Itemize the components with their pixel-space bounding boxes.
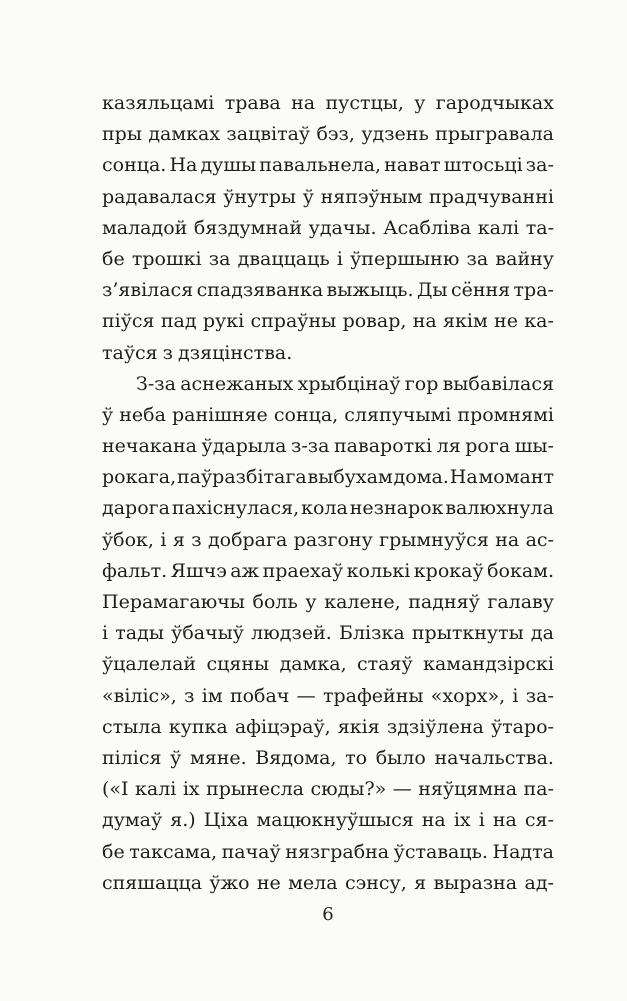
text-line: піліся ў мяне. Вядома, то было начальства. bbox=[102, 746, 554, 769]
page-number: 6 bbox=[322, 904, 334, 925]
text-line: ўцалелай сцяны дамка, стаяў камандзірскі bbox=[102, 653, 554, 676]
text-line: спяшацца ўжо не мела сэнсу, я выразна ад- bbox=[102, 871, 554, 894]
text-line: радавалася ўнутры ў няпэўным прадчуванні bbox=[102, 185, 554, 208]
text-line: Перамагаючы боль у калене, падняў галаву bbox=[102, 591, 554, 613]
text-line: дарога пахіснулася, кола незнарок валюхнула bbox=[102, 497, 554, 520]
text-line: пры дамках зацвітаў бэз, удзень прыгравала bbox=[102, 123, 554, 146]
text-line: ў неба ранішняе сонца, сляпучымі промнямі bbox=[102, 403, 554, 426]
text-line: («І калі іх прынесла сюды?» — няўцямна па- bbox=[102, 778, 554, 801]
text-line: нечакана ўдарыла з-за павароткі ля рога шы- bbox=[102, 435, 554, 458]
text-line: ўбок, і я з добрага разгону грымнуўся на ас- bbox=[102, 528, 554, 551]
text-line: таўся з дзяцінства. bbox=[102, 341, 293, 364]
text-line: фальт. Яшчэ аж праехаў колькі крокаў бокам. bbox=[102, 559, 554, 582]
text-line: стыла купка афіцэраў, якія здзіўлена ўтаро- bbox=[102, 715, 554, 738]
text-line: бе таксама, пачаў нязграбна ўставаць. Надта bbox=[102, 840, 554, 863]
text-line: З-за аснежаных хрыбцінаў гор выбавілася bbox=[136, 372, 554, 395]
text-line: і тады ўбачыў людзей. Блізка прыткнуты да bbox=[102, 622, 554, 645]
text-line: з’явілася спадзяванка выжыць. Ды сёння тра- bbox=[102, 279, 554, 302]
text-line: маладой бяздумнай удачы. Асабліва калі та- bbox=[102, 216, 554, 239]
text-line: піўся пад рукі спраўны ровар, на якім не ка- bbox=[102, 310, 554, 333]
text-line: думаў я.) Ціха мацюкнуўшыся на іх і на ся- bbox=[102, 809, 554, 832]
text-line: бе трошкі за дваццаць і ўпершыню за вайну bbox=[102, 247, 554, 270]
text-line: «віліс», з ім побач — трафейны «хорх», і за- bbox=[102, 684, 554, 707]
text-line: рокага, паўразбітага выбухам дома. На момант bbox=[102, 466, 554, 489]
page-text bbox=[102, 88, 554, 899]
text-line: казяльцамі трава на пустцы, у гародчыках bbox=[102, 92, 554, 114]
text-line: сонца. На душы павальнела, нават штосьці за- bbox=[102, 154, 554, 177]
